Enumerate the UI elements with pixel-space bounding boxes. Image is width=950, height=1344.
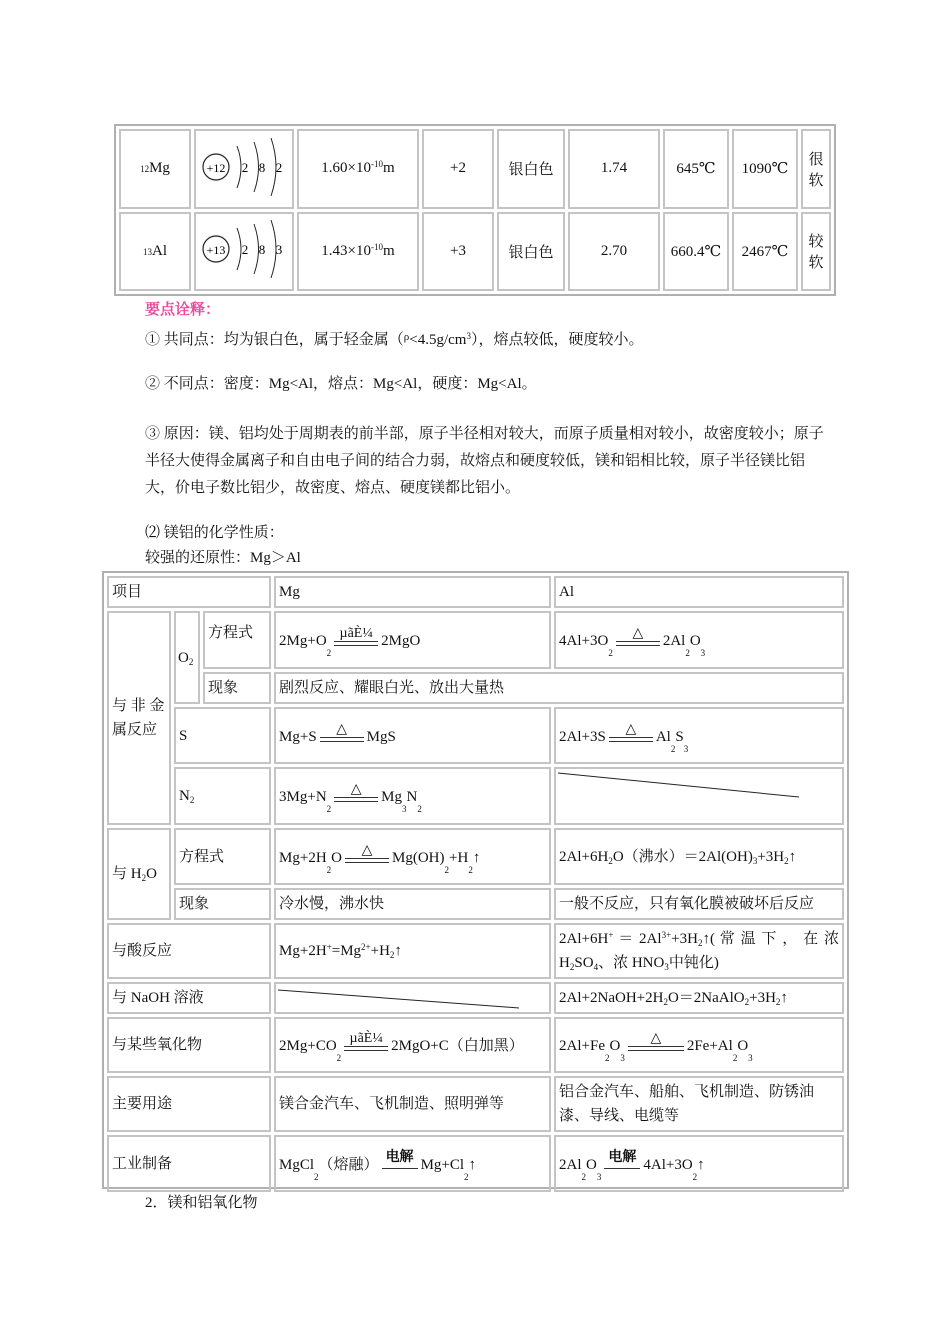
color-value: 银白色 — [497, 212, 565, 292]
table-row — [107, 1017, 844, 1073]
al-naoh-equation: $2Al+2NaOH+2H_2O=2NaAlO_2+3H_2↑$ — [554, 982, 844, 1014]
note-reason: ③ 原因：镁、铝均处于周期表的前半部，原子半径相对较大，而原子质量相对较小，故密度较小；原子半径大使得金属离子和自由电子间的结合力弱，故熔点和硬度较低，镁和铝相比较，原子半径镁比铝大，价电子数比铝少，故密度、熔点、硬度镁都比铝小。 — [145, 426, 824, 496]
s-label: S — [174, 707, 271, 764]
table-row — [107, 672, 844, 704]
table-row — [107, 767, 844, 825]
table-row — [107, 611, 844, 669]
acid-reaction-label: 与酸反应 — [107, 923, 271, 979]
note-difference: ② 不同点：密度：Mg<Al，熔点：Mg<Al，硬度：Mg<Al。 — [145, 376, 537, 392]
equation-label: 方程式 — [203, 611, 271, 669]
mg-industrial-equation: MgCl 2 （熔融） 电解 Mg+Cl 2 ↑ — [274, 1135, 551, 1192]
industrial-prep-label: 工业制备 — [107, 1135, 271, 1192]
header-al: Al — [554, 576, 844, 608]
al-o2-equation: 4Al+3O 2 △ 2Al 2 O 3 — [554, 611, 844, 669]
table-row — [107, 1135, 844, 1192]
mg-h2o-equation: Mg+2H 2 O △ Mg(OH) 2 +H 2 ↑ — [274, 828, 551, 885]
table-row — [107, 576, 844, 608]
shell-count: 3 — [275, 242, 283, 258]
boiling-point: 2467℃ — [732, 212, 798, 292]
melting-point: 660.4℃ — [663, 212, 729, 292]
no-reaction-slash — [556, 769, 846, 823]
melting-point: 645℃ — [663, 129, 729, 209]
valence: +3 — [422, 212, 494, 292]
hardness-value: 很软 — [801, 129, 831, 209]
naoh-reaction-label: 与 NaOH 溶液 — [107, 982, 271, 1014]
table-row — [119, 129, 831, 209]
n2-label: $N_2$ — [174, 767, 271, 825]
al-oxide-equation: 2Al+Fe 2 O 3 △ 2Fe+Al 2 O 3 — [554, 1017, 844, 1073]
header-mg: Mg — [274, 576, 551, 608]
atomic-radius: $1.60\times 10^{-10}m$ — [297, 129, 419, 209]
chemical-properties-table — [102, 571, 849, 1189]
phenomenon-label: 现象 — [174, 888, 271, 920]
al-s-equation: 2Al+3S △ Al 2 S 3 — [554, 707, 844, 764]
phenomenon-label: 现象 — [203, 672, 271, 704]
atom-structure-icon — [199, 216, 289, 286]
table-row — [107, 828, 844, 885]
shell-count: 2 — [241, 159, 249, 175]
density-value: 2.70 — [568, 212, 660, 292]
atom-structure-diagram — [194, 129, 294, 209]
al-h2o-equation: $2Al+6H_2O$（沸水）$=2Al(OH)_3+3H_2↑$ — [554, 828, 844, 885]
al-uses: 铝合金汽车、船舶、飞机制造、防锈油漆、导线、电缆等 — [554, 1076, 844, 1132]
o2-phenomenon: 剧烈反应、耀眼白光、放出大量热 — [274, 672, 844, 704]
uses-label: 主要用途 — [107, 1076, 271, 1132]
o2-label: $O_2$ — [174, 611, 200, 704]
mg-o2-equation: 2Mg+O 2 µãÈ¼ 2MgO — [274, 611, 551, 669]
mg-naoh-none — [274, 982, 551, 1014]
nucleus-label: +12 — [206, 160, 226, 175]
shell-count: 2 — [275, 159, 283, 175]
table-row — [107, 982, 844, 1014]
element-symbol: 12Mg — [119, 129, 191, 209]
shell-count: 2 — [241, 242, 249, 258]
shell-count: 8 — [258, 159, 266, 175]
valence: +2 — [422, 129, 494, 209]
notes-heading: 要点诠释： — [145, 302, 221, 318]
al-industrial-equation: 2Al 2 O 3 电解 4Al+3O 2 ↑ — [554, 1135, 844, 1192]
atom-structure-icon — [199, 134, 289, 204]
element-symbol: 13Al — [119, 212, 191, 292]
atom-structure-diagram — [194, 212, 294, 292]
section-heading: 2．镁和铝氧化物 — [145, 1195, 258, 1211]
table-row — [107, 923, 844, 979]
color-value: 银白色 — [497, 129, 565, 209]
mg-oxide-equation: 2Mg+CO 2 µãÈ¼ 2MgO+C（白加黑） — [274, 1017, 551, 1073]
hardness-value: 较软 — [801, 212, 831, 292]
al-acid-equation: $2Al+6H^+ = 2Al^{3+}+3H_2↑$( 常 温 下 ， 在 浓 $H_2SO_4$、浓 $HNO_3$中钝化) — [554, 923, 844, 979]
nonmetal-reaction-label: 与 非 金 属反应 — [107, 611, 171, 825]
mg-s-equation: Mg+S △ MgS — [274, 707, 551, 764]
no-reaction-slash — [276, 984, 548, 1012]
note-common: ① 共同点：均为银白色，属于轻金属$(^\rho<4.5g/cm^3)$，熔点较低，硬度较小。 — [145, 331, 644, 348]
atomic-radius: $1.43\times 10^{-10}m$ — [297, 212, 419, 292]
chemical-properties-heading: ⑵ 镁铝的化学性质： — [145, 525, 284, 541]
mg-h2o-phenomenon: 冷水慢，沸水快 — [274, 888, 551, 920]
mg-n2-equation: 3Mg+N 2 △ Mg 3 N 2 — [274, 767, 551, 825]
table-row — [107, 707, 844, 764]
oxide-reaction-label: 与某些氧化物 — [107, 1017, 271, 1073]
al-n2-none — [554, 767, 844, 825]
header-item: 项目 — [107, 576, 271, 608]
nucleus-label: +13 — [206, 243, 226, 258]
al-h2o-phenomenon: 一般不反应，只有氧化膜被破坏后反应 — [554, 888, 844, 920]
metal-properties-table — [114, 124, 836, 296]
h2o-reaction-label: 与 $H_2O$ — [107, 828, 171, 920]
mg-uses: 镁合金汽车、飞机制造、照明弹等 — [274, 1076, 551, 1132]
shell-count: 8 — [258, 242, 266, 258]
table-row — [107, 888, 844, 920]
table-row — [119, 212, 831, 292]
equation-label: 方程式 — [174, 828, 271, 885]
reducing-property: 较强的还原性：Mg＞Al — [145, 550, 301, 566]
table-row — [107, 1076, 844, 1132]
mg-acid-equation: $Mg+2H^+=Mg^{2+}+H_2↑$ — [274, 923, 551, 979]
density-value: 1.74 — [568, 129, 660, 209]
boiling-point: 1090℃ — [732, 129, 798, 209]
